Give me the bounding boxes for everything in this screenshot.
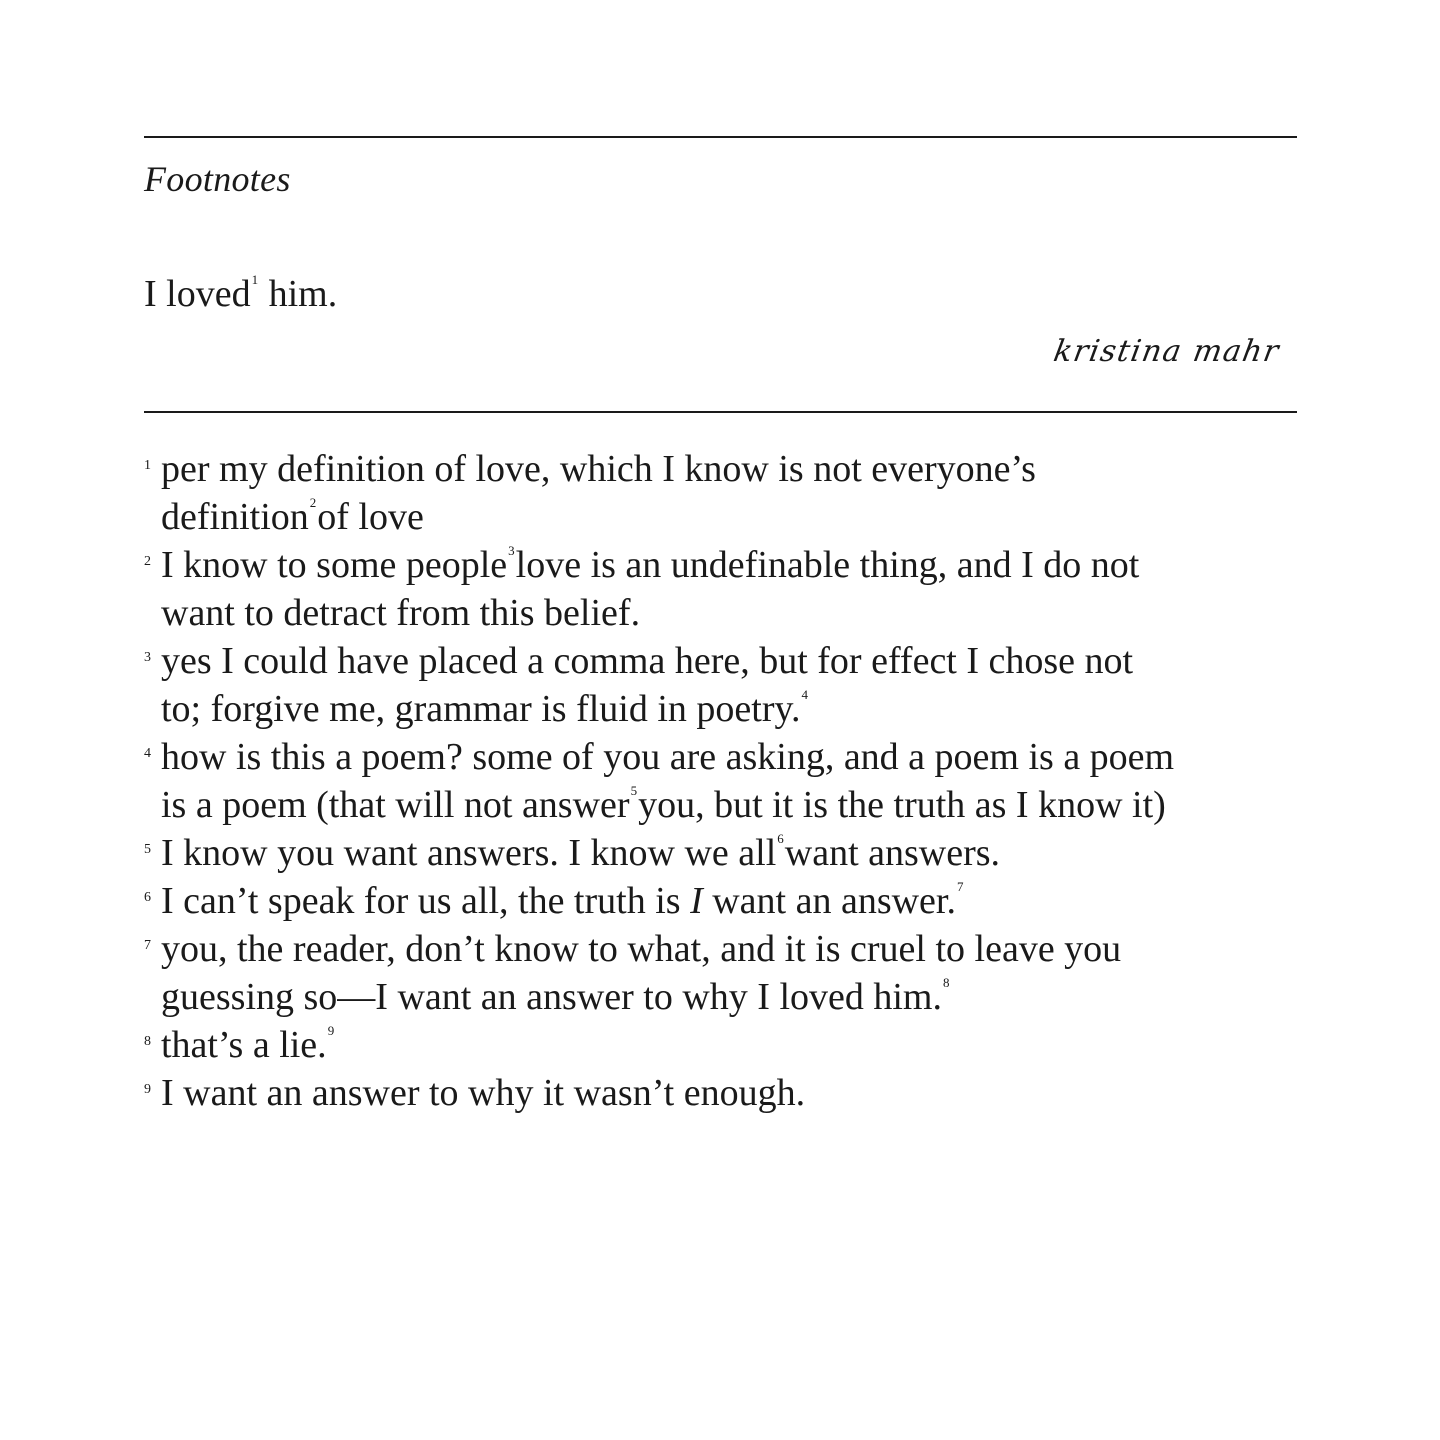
footnote-line bbox=[161, 637, 1304, 685]
footnote-ref: 4 bbox=[801, 687, 809, 702]
footnote-item bbox=[144, 733, 1304, 829]
footnote-text: I know you want answers. I know we all bbox=[161, 832, 777, 874]
footnote-text: definition bbox=[161, 496, 309, 538]
footnote-item bbox=[144, 445, 1304, 541]
footnote-line bbox=[161, 733, 1304, 781]
top-divider bbox=[144, 136, 1297, 138]
footnote-line bbox=[161, 925, 1304, 973]
footnote-line bbox=[161, 685, 1304, 733]
footnote-text: is a poem (that will not answer bbox=[161, 784, 630, 826]
footnote-line bbox=[161, 829, 1304, 877]
footnote-marker: 3 bbox=[144, 650, 151, 665]
footnote-text: how is this a poem? some of you are asking, and a poem is a poem bbox=[161, 736, 1175, 778]
footnote-text: you, but it is the truth as I know it) bbox=[638, 784, 1166, 826]
footnote-text: I can’t speak for us all, the truth is bbox=[161, 880, 691, 922]
footnote-marker: 7 bbox=[144, 938, 151, 953]
page-heading: Footnotes bbox=[144, 159, 291, 199]
footnote-item bbox=[144, 541, 1304, 637]
footnote-ref: 8 bbox=[943, 975, 950, 990]
footnote-ref: 6 bbox=[777, 831, 784, 846]
poem-text-after: him. bbox=[259, 273, 338, 315]
footnote-text: want to detract from this belief. bbox=[161, 592, 641, 634]
footnote-item bbox=[144, 1069, 1304, 1117]
footnote-line bbox=[161, 541, 1304, 589]
footnote-line bbox=[161, 1021, 1304, 1069]
footnote-text: yes I could have placed a comma here, but for effect I chose not bbox=[161, 640, 1134, 682]
footnote-ref: 7 bbox=[956, 879, 964, 894]
footnote-emphasis: I bbox=[690, 880, 703, 922]
footnote-item bbox=[144, 637, 1304, 733]
footnote-marker: 1 bbox=[144, 458, 151, 473]
footnote-text: of love bbox=[317, 496, 424, 538]
bottom-divider bbox=[144, 411, 1297, 413]
footnote-marker: 4 bbox=[144, 746, 151, 761]
poem-text-before: I loved bbox=[144, 273, 251, 315]
footnote-line bbox=[161, 1069, 1304, 1117]
footnote-text: want answers. bbox=[784, 832, 1001, 874]
footnote-line bbox=[161, 877, 1304, 925]
footnote-item bbox=[144, 1021, 1304, 1069]
footnote-text: that’s a lie. bbox=[161, 1024, 327, 1066]
footnote-text: to; forgive me, grammar is fluid in poetry. bbox=[161, 688, 801, 730]
footnote-item bbox=[144, 829, 1304, 877]
footnote-line bbox=[161, 493, 1304, 541]
footnote-marker: 2 bbox=[144, 554, 151, 569]
footnote-ref: 5 bbox=[630, 783, 638, 798]
footnote-marker: 8 bbox=[144, 1034, 151, 1049]
footnote-ref: 2 bbox=[309, 495, 317, 510]
footnote-line bbox=[161, 589, 1304, 637]
footnote-ref: 3 bbox=[508, 543, 515, 558]
footnote-item bbox=[144, 877, 1304, 925]
footnote-text: guessing so—I want an answer to why I loved him. bbox=[161, 976, 942, 1018]
footnote-text: want an answer. bbox=[702, 880, 956, 922]
poem-line bbox=[144, 272, 337, 316]
footnote-line bbox=[161, 781, 1304, 829]
footnote-marker: 5 bbox=[144, 842, 151, 857]
footnote-text: you, the reader, don’t know to what, and it is cruel to leave you bbox=[161, 928, 1122, 970]
footnote-line bbox=[161, 445, 1304, 493]
author-signature: kristina mahr bbox=[1050, 334, 1283, 369]
footnote-marker: 9 bbox=[144, 1082, 151, 1097]
footnote-text: I want an answer to why it wasn’t enough. bbox=[161, 1072, 806, 1114]
footnote-marker: 6 bbox=[144, 890, 151, 905]
poem-footnote-ref: 1 bbox=[251, 272, 259, 287]
footnote-text: love is an undefinable thing, and I do not bbox=[515, 544, 1140, 586]
footnote-line bbox=[161, 973, 1304, 1021]
footnote-ref: 9 bbox=[327, 1023, 335, 1038]
footnote-list bbox=[144, 445, 1304, 1117]
footnote-item bbox=[144, 925, 1304, 1021]
footnote-text: per my definition of love, which I know is not everyone’s bbox=[161, 448, 1036, 490]
footnote-text: I know to some people bbox=[161, 544, 508, 586]
